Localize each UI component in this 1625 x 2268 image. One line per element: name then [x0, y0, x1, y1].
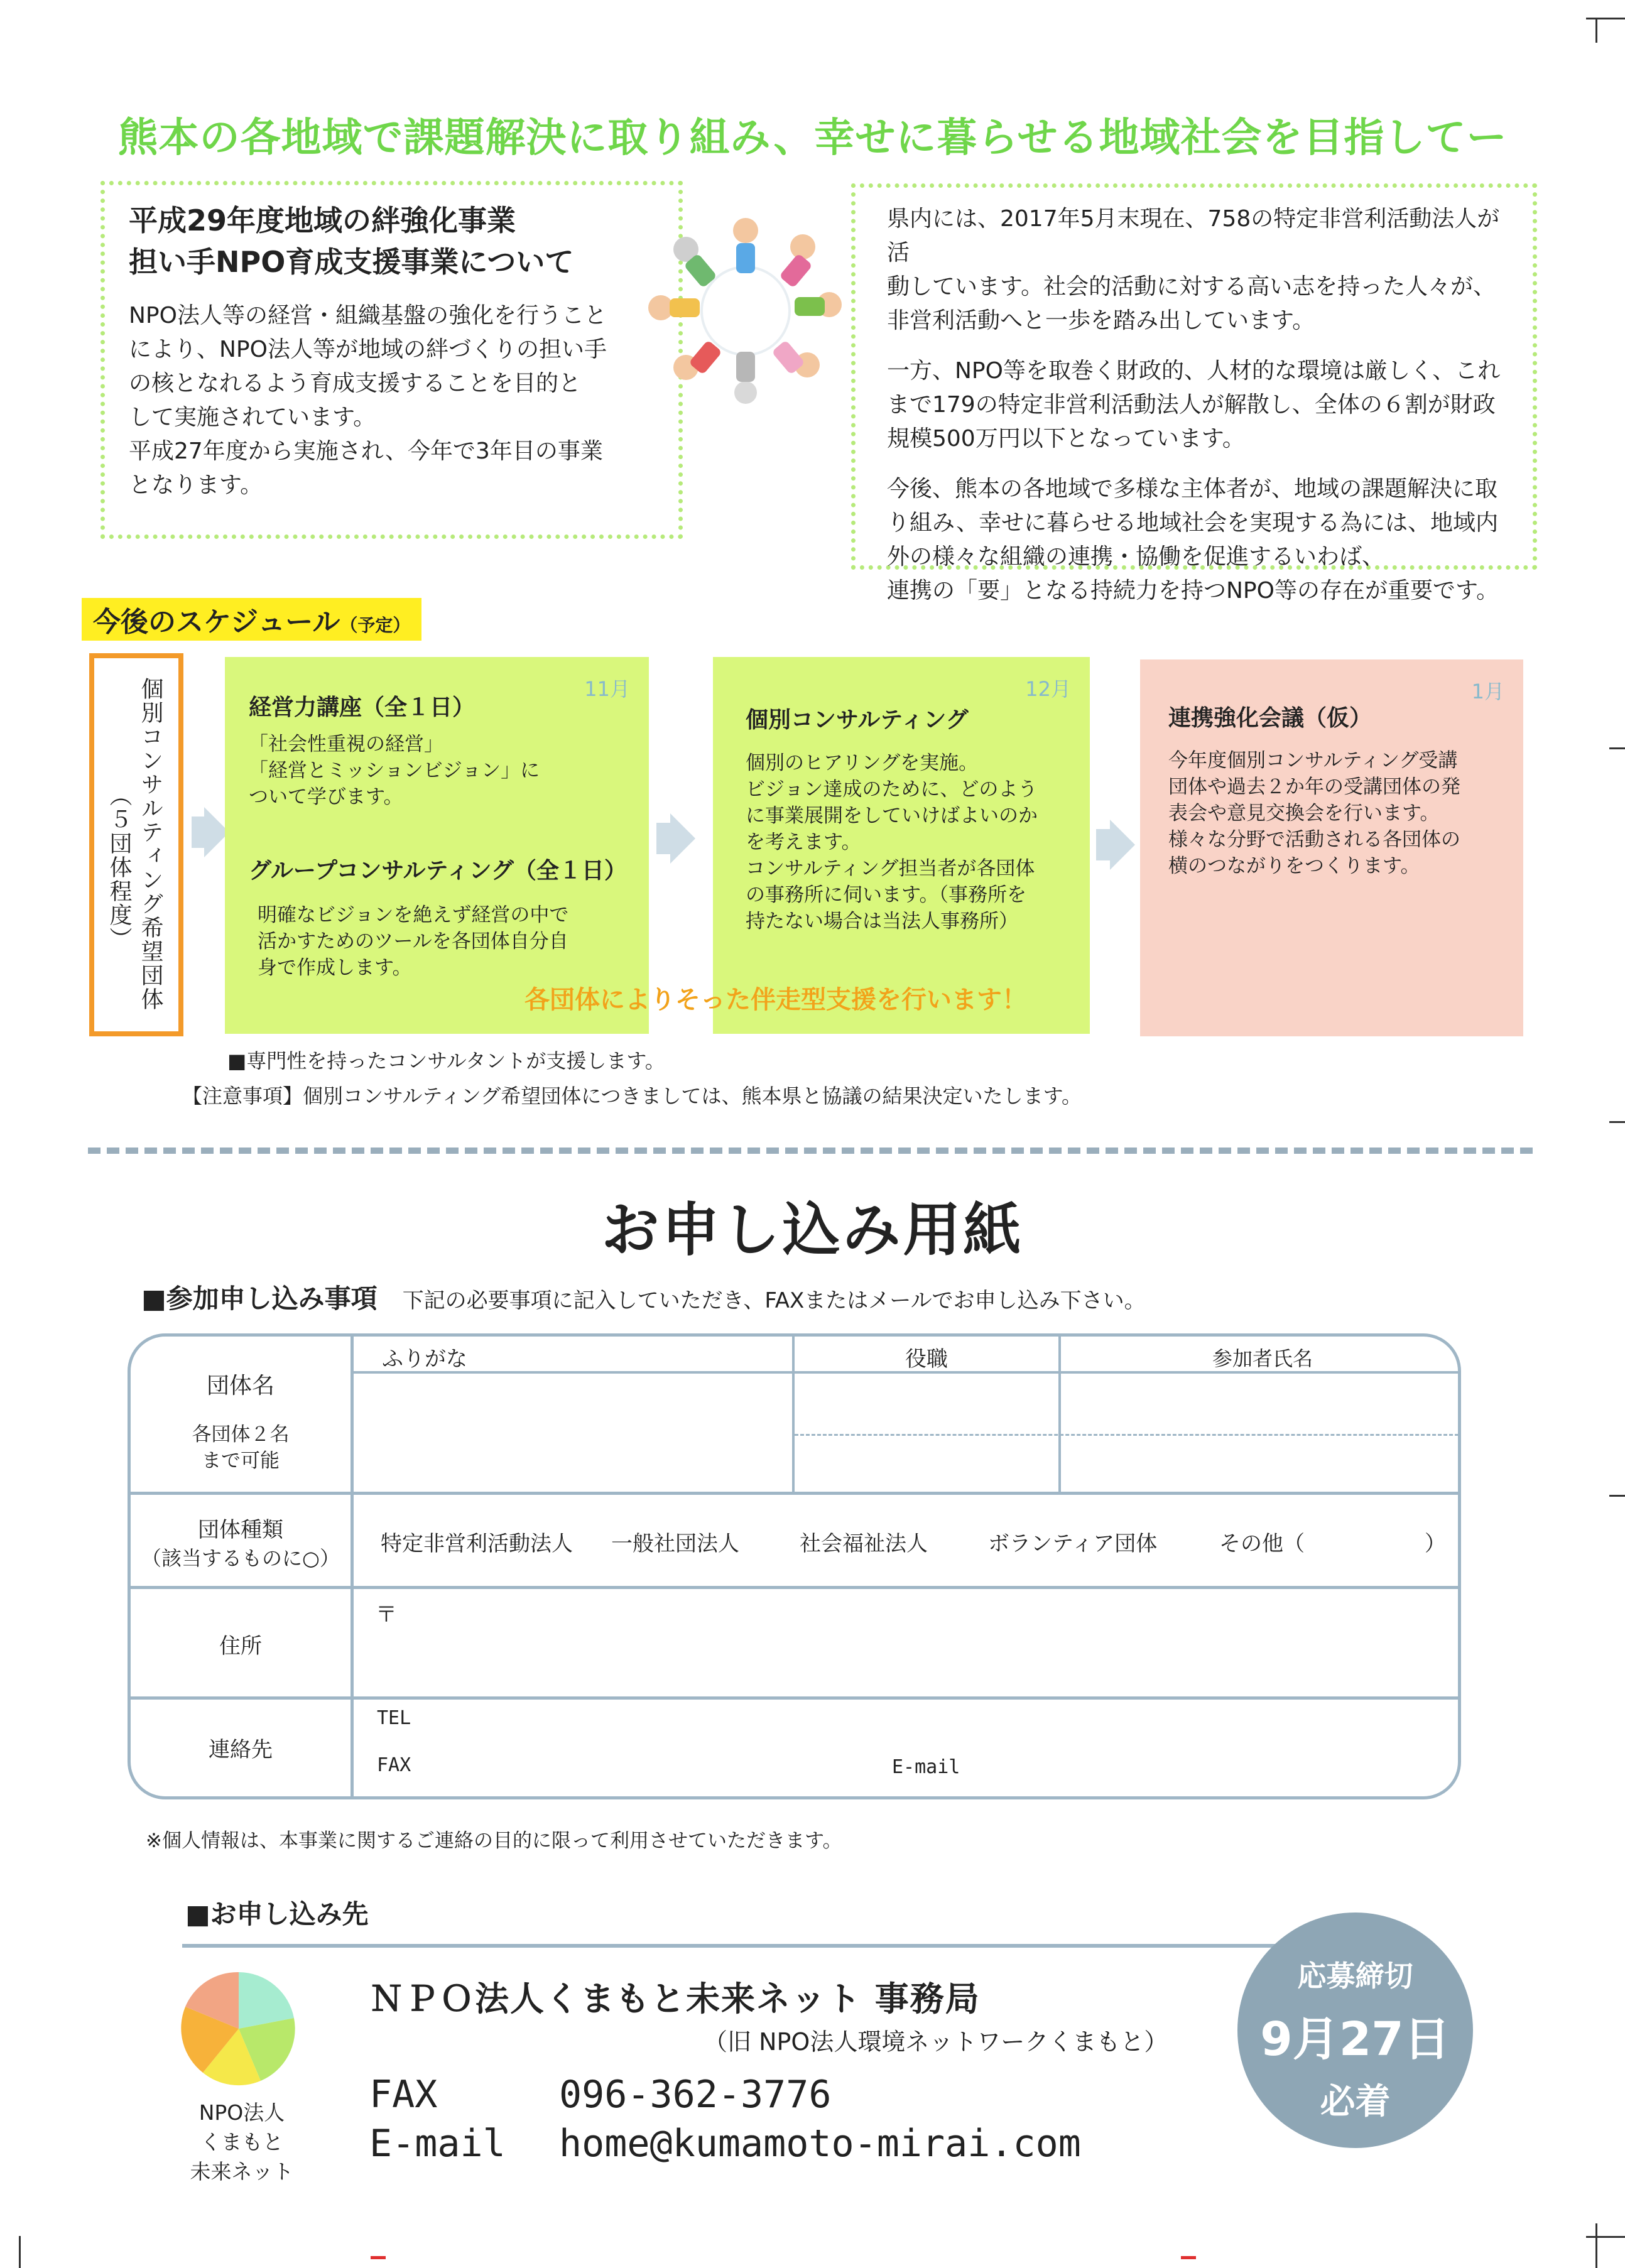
box-text: 持たない場合は当法人事務所）: [746, 910, 1018, 933]
box-title: 経営力講座（全１日）: [249, 695, 476, 720]
box-text: 様々な分野で活動される各団体の: [1168, 828, 1460, 851]
schedule-title-note: （予定）: [340, 615, 411, 636]
logo-caption: [179, 2098, 305, 2186]
caution-note: 【注意事項】個別コンサルティング希望団体につきましては、熊本県と協議の結果決定いたします。: [182, 1084, 1082, 1108]
box-month: 1月: [1471, 680, 1504, 703]
form-section-heading: [141, 1278, 1146, 1316]
crop-mark: [1609, 1121, 1625, 1123]
org-type-option[interactable]: その他（: [1219, 1531, 1305, 1556]
application-form-table: [128, 1333, 1461, 1799]
background-content: [887, 202, 1521, 608]
box-text: コンサルティング担当者が各団体: [746, 857, 1035, 880]
intro-line: 平成27年度から実施され、今年で3年目の事業: [129, 438, 603, 464]
intro-title-1: 平成29年度地域の絆強化事業: [129, 203, 516, 237]
target-group-sub: （５団体程度）: [106, 784, 132, 951]
arrow-bar: [656, 823, 670, 854]
arrow-right-icon: [670, 813, 695, 864]
org-name-note: まで可能: [202, 1450, 280, 1472]
intro-line: の核となれるよう育成支援することを目的と: [129, 371, 582, 396]
form-title: お申し込み用紙: [601, 1196, 1024, 1264]
contact-divider: [182, 1944, 1300, 1948]
box-text: 表会や意見交換会を行います。: [1168, 802, 1440, 825]
org-type-label: 団体種類: [198, 1517, 283, 1543]
schedule-box-november: [225, 657, 649, 1034]
background-line: 今後、熊本の各地域で多様な主体者が、地域の課題解決に取: [887, 476, 1498, 502]
box-text: ついて学びます。: [249, 786, 403, 808]
email-label: E-mail: [892, 1756, 960, 1778]
crop-mark: [19, 2236, 21, 2268]
intro-title-2: 担い手NPO育成支援事業について: [129, 245, 574, 279]
org-type-option[interactable]: 特定非営利活動法人: [381, 1531, 573, 1556]
form-section-title: ■参加申し込み事項: [141, 1283, 378, 1314]
org-name-note: 各団体２名: [192, 1423, 290, 1446]
deadline-badge: [1237, 1913, 1473, 2148]
contact-fax-label: FAX: [369, 2073, 438, 2117]
contact-fax-number: 096-362-3776: [559, 2073, 832, 2117]
box-text: 個別のヒアリングを実施。: [746, 752, 979, 774]
box-text: ビジョン達成のために、どのよう: [746, 778, 1038, 801]
box-text: 明確なビジョンを絶えず経営の中で: [258, 904, 569, 926]
bottom-red-mark: [371, 2256, 386, 2268]
background-line: り組み、幸せに暮らせる地域社会を実現する為には、地域内: [887, 510, 1499, 536]
bottom-red-mark: [1181, 2256, 1196, 2268]
background-line: 一方、NPO等を取巻く財政的、人材的な環境は厳しく、これ: [887, 358, 1501, 384]
box-text: に事業展開をしていけばよいのか: [746, 805, 1038, 827]
background-line: 外の様々な組織の連携・協働を促進するいわば、: [887, 544, 1385, 570]
contact-org-name: ＮＰＯ法人くまもと未来ネット 事務局: [369, 1979, 981, 2019]
box-text: 団体や過去２か年の受講団体の発: [1168, 776, 1460, 798]
box-text: を考えます。: [746, 831, 861, 854]
logo-caption-line: NPO法人: [198, 2100, 285, 2125]
box-text: 活かすためのツールを各団体自分自: [258, 930, 568, 953]
crop-mark: [1609, 747, 1625, 749]
privacy-note: ※個人情報は、本事業に関するご連絡の目的に限って利用させていただきます。: [146, 1830, 842, 1852]
fax-field[interactable]: [445, 1748, 872, 1786]
cut-line: [88, 1148, 1533, 1154]
target-group-label: 個別コンサルティング希望団体: [138, 677, 163, 1011]
form-divider: [131, 1586, 1461, 1589]
org-type-option[interactable]: ボランティア団体: [988, 1531, 1158, 1556]
box-title: グループコンサルティング（全１日）: [249, 858, 627, 884]
crop-mark: [1595, 18, 1597, 43]
address-field[interactable]: [354, 1590, 1461, 1695]
background-line: 県内には、2017年5月末現在、758の特定非営利活動法人が活: [887, 206, 1500, 266]
org-type-option[interactable]: 一般社団法人: [611, 1531, 739, 1556]
form-section-note: 下記の必要事項に記入していただき、FAXまたはメールでお申し込み下さい。: [402, 1288, 1146, 1313]
fax-label: FAX: [377, 1754, 411, 1776]
schedule-box-january: [1140, 659, 1523, 1036]
org-type-note: （該当するものに○）: [141, 1546, 340, 1570]
position-field[interactable]: [795, 1374, 1058, 1433]
logo-caption-line: くまもと: [200, 2130, 283, 2154]
intro-line: により、NPO法人等が地域の絆づくりの担い手: [129, 337, 607, 362]
box-text: 今年度個別コンサルティング受講: [1168, 749, 1458, 772]
contact-section-title: ■お申し込み先: [185, 1899, 369, 1929]
schedule-box-december: [713, 657, 1090, 1034]
background-line: 動しています。社会的活動に対する高い志を持った人々が、: [887, 274, 1496, 300]
headline: 熊本の各地域で課題解決に取り組み、幸せに暮らせる地域社会を目指してー: [117, 115, 1508, 161]
form-dashed-divider: [795, 1434, 1461, 1436]
address-label: 住所: [219, 1634, 262, 1659]
furigana-label: ふりがな: [382, 1347, 467, 1372]
intro-line: して実施されています。: [129, 404, 376, 430]
box-month: 11月: [584, 677, 630, 701]
org-name-label: 団体名: [206, 1373, 274, 1399]
box-text: 横のつながりをつくります。: [1168, 855, 1420, 877]
background-line: 非営利活動へと一歩を踏み出しています。: [887, 308, 1315, 334]
people-circle-illustration: [647, 217, 845, 405]
schedule-title: [82, 598, 421, 641]
tel-label: TEL: [377, 1707, 411, 1729]
deadline-label: 応募締切: [1297, 1959, 1413, 1993]
crop-mark: [1586, 2236, 1625, 2238]
intro-content: [129, 200, 669, 502]
support-message: 各団体によりそった伴走型支援を行います！: [524, 985, 1027, 1014]
box-title: 個別コンサルティング: [746, 707, 969, 733]
intro-line: となります。: [129, 472, 263, 498]
logo-caption-line: 未来ネット: [190, 2159, 294, 2184]
box-text: 「社会性重視の経営」: [249, 733, 443, 756]
deadline-date: 9月27日: [1260, 2012, 1450, 2066]
contact-label: 連絡先: [209, 1737, 273, 1762]
arrow-right-icon: [1110, 820, 1135, 870]
form-divider: [131, 1492, 1461, 1495]
crop-mark: [1595, 2223, 1597, 2268]
contact-former-name: （旧 NPO法人環境ネットワークくまもと）: [704, 2028, 1168, 2056]
organization-logo-icon: [179, 1969, 298, 2088]
box-text: の事務所に伺います。（事務所を: [746, 884, 1027, 906]
contact-email-label: E-mail: [369, 2122, 506, 2166]
background-line: まで179の特定非営利活動法人が解散し、全体の６割が財政: [887, 392, 1496, 418]
arrow-bar: [192, 817, 204, 848]
crop-mark: [1609, 1495, 1625, 1497]
box-title: 連携強化会議（仮）: [1168, 705, 1372, 731]
org-name-field[interactable]: [354, 1374, 791, 1491]
consultant-note: ■専門性を持ったコンサルタントが支援します。: [227, 1049, 665, 1073]
postal-mark: 〒: [376, 1602, 397, 1627]
deadline-note: 必着: [1320, 2081, 1391, 2122]
background-line: 規模500万円以下となっています。: [887, 426, 1245, 452]
target-group-box: [89, 653, 183, 1036]
crop-mark: [1586, 18, 1625, 19]
position-field[interactable]: [795, 1437, 1058, 1491]
intro-line: NPO法人等の経営・組織基盤の強化を行うこと: [129, 303, 607, 328]
participant-label: 参加者氏名: [1212, 1347, 1313, 1370]
box-month: 12月: [1025, 677, 1071, 701]
box-text: 「経営とミッションビジョン」に: [249, 759, 540, 782]
contact-email-address[interactable]: home@kumamoto-mirai.com: [559, 2122, 1081, 2166]
participant-field[interactable]: [1062, 1437, 1461, 1491]
form-divider: [351, 1337, 354, 1799]
email-field[interactable]: [979, 1748, 1443, 1786]
tel-field[interactable]: [445, 1704, 1450, 1742]
org-type-option[interactable]: 社会福祉法人: [800, 1531, 928, 1556]
participant-field[interactable]: [1062, 1374, 1461, 1433]
position-label: 役職: [905, 1347, 948, 1372]
org-type-close: ）: [1425, 1531, 1446, 1556]
box-text: 身で作成します。: [258, 957, 412, 979]
form-divider: [131, 1696, 1461, 1700]
arrow-bar: [1096, 829, 1110, 860]
background-line: 連携の「要」となる持続力を持つNPO等の存在が重要です。: [887, 578, 1499, 604]
schedule-title-text: 今後のスケジュール: [93, 606, 340, 638]
